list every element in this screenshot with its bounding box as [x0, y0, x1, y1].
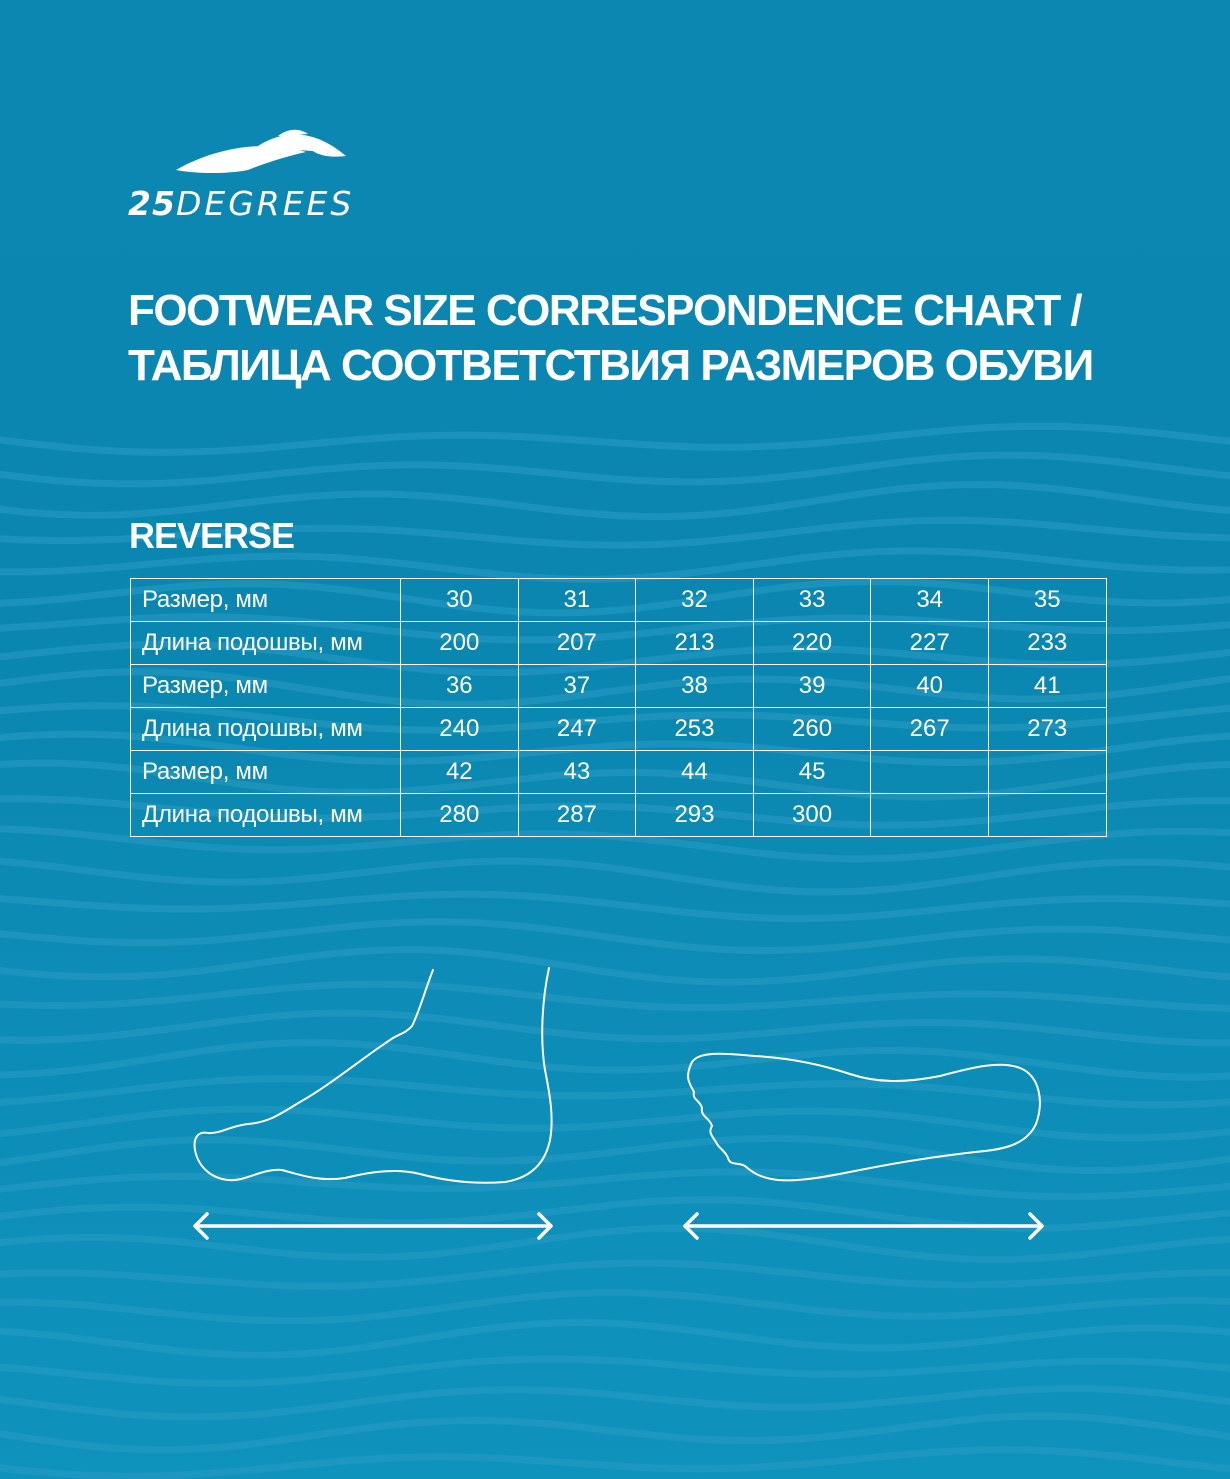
row-label: Длина подошвы, мм — [131, 794, 401, 837]
table-cell: 280 — [401, 794, 519, 837]
foot-sole-outline-icon — [688, 1054, 1040, 1181]
table-cell: 273 — [988, 708, 1106, 751]
table-cell: 287 — [518, 794, 636, 837]
table-cell: 260 — [753, 708, 871, 751]
table-cell: 43 — [518, 751, 636, 794]
logo-word: DEGREES — [175, 184, 355, 223]
table-cell: 200 — [401, 622, 519, 665]
logo-number: 25 — [128, 184, 176, 223]
table-cell: 227 — [871, 622, 989, 665]
table-cell: 33 — [753, 579, 871, 622]
table-cell: 38 — [636, 665, 754, 708]
table-cell: 44 — [636, 751, 754, 794]
table-cell: 35 — [988, 579, 1106, 622]
foot-side-outline-icon — [195, 968, 552, 1183]
table-cell: 36 — [401, 665, 519, 708]
table-cell: 45 — [753, 751, 871, 794]
table-cell: 39 — [753, 665, 871, 708]
table-cell: 233 — [988, 622, 1106, 665]
double-arrow-icon — [685, 1214, 1042, 1238]
row-label: Размер, мм — [131, 665, 401, 708]
table-cell: 267 — [871, 708, 989, 751]
table-cell: 247 — [518, 708, 636, 751]
double-arrow-icon — [195, 1214, 551, 1238]
row-label: Размер, мм — [131, 579, 401, 622]
table-cell: 37 — [518, 665, 636, 708]
table-cell: 293 — [636, 794, 754, 837]
table-cell: 34 — [871, 579, 989, 622]
table-cell: 220 — [753, 622, 871, 665]
table-cell: 32 — [636, 579, 754, 622]
title-line-ru: ТАБЛИЦА СООТВЕТСТВИЯ РАЗМЕРОВ ОБУВИ — [128, 341, 1093, 390]
row-label: Длина подошвы, мм — [131, 708, 401, 751]
table-cell: 253 — [636, 708, 754, 751]
row-label: Размер, мм — [131, 751, 401, 794]
table-cell: 31 — [518, 579, 636, 622]
table-cell: 300 — [753, 794, 871, 837]
table-cell: 41 — [988, 665, 1106, 708]
table-cell: 207 — [518, 622, 636, 665]
table-cell: 213 — [636, 622, 754, 665]
section-title: REVERSE — [129, 515, 295, 556]
table-cell: 30 — [401, 579, 519, 622]
table-cell: 40 — [871, 665, 989, 708]
row-label: Длина подошвы, мм — [131, 622, 401, 665]
table-cell: 240 — [401, 708, 519, 751]
table-cell: 42 — [401, 751, 519, 794]
title-line-en: FOOTWEAR SIZE CORRESPONDENCE CHART / — [128, 286, 1082, 335]
